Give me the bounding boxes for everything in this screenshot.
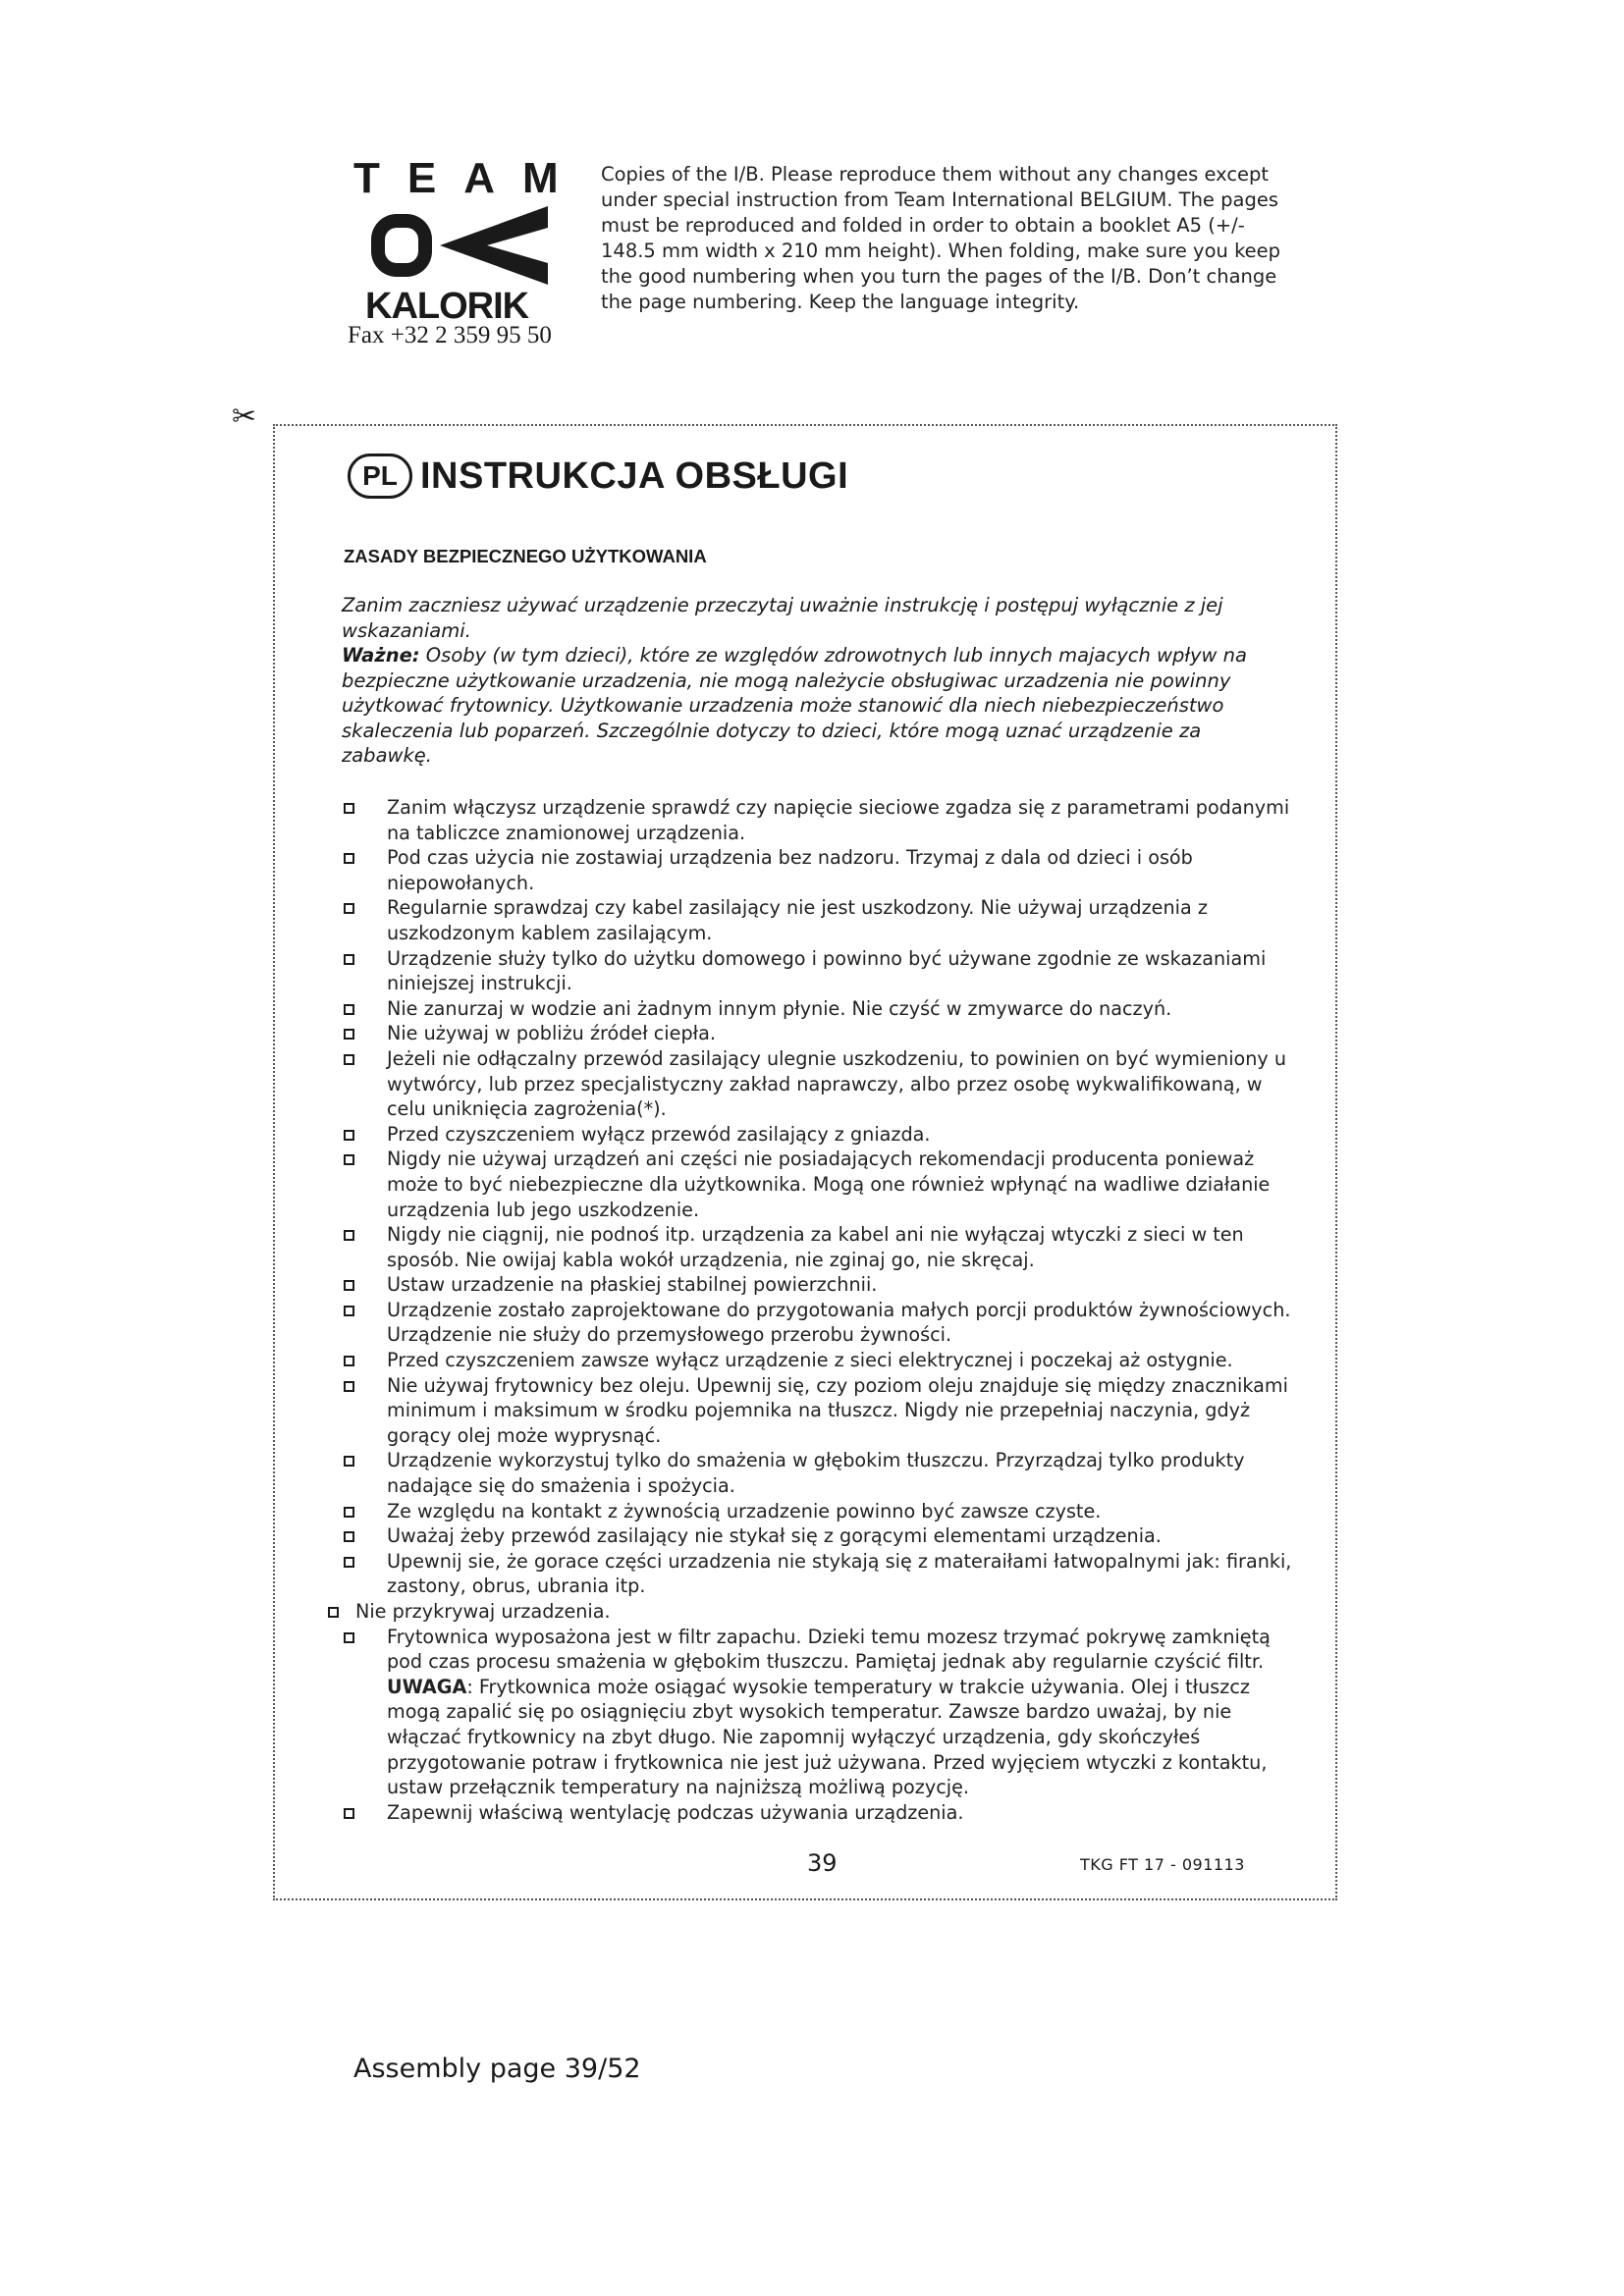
list-item: Frytownica wyposażona jest w filtr zapachu. Dzieki temu mozesz trzymać pokrywę zamkniętą pod czas procesu smażenia w głębokim tłuszczu. Pamiętaj jednak aby regularnie czyścić filtr. UWAGA: Frytkownica może osiągać wysokie temperatury w trakcie używania. Olej i tłuszcz mogą zapalić się po osiągnięciu zbyt wysokich temperatur. Zawsze bardzo uważaj, by nie włączać frytkownicy na zbyt długo. Nie zapomnij wyłączyć urządzenia, gdy skończyłeś przygotowanie potraw i frytkownica nie jest już używana. Przed wyjęciem wtyczki z kontaktu, ustaw przełącznik temperatury na najniższą możliwą pozycję.: [342, 1625, 1298, 1800]
checkbox-square-icon: [344, 903, 354, 914]
logo-team-text: TEAM: [353, 154, 586, 202]
list-item: Regularnie sprawdzaj czy kabel zasilający nie jest uszkodzony. Nie używaj urządzenia z uszkodzonym kablem zasilającym.: [342, 895, 1298, 945]
document-title-row: [348, 454, 848, 499]
checkbox-square-icon: [344, 1154, 354, 1165]
uwaga-text: : Frytkownica może osiągać wysokie temperatury w trakcie używania. Olej i tłuszcz mogą zapalić się po osiągnięciu zbyt wysokich temperatur. Zawsze bardzo uważaj, by nie włączać frytkownicy na zbyt długo. Nie zapomnij wyłączyć urządzenia, gdy skończyłeś przygotowanie potraw i frytkownica nie jest już używana. Przed wyjęciem wtyczki z kontaktu, ustaw przełącznik temperatury na najniższą możliwą pozycję.: [387, 1675, 1268, 1799]
kalorik-k-icon: [371, 206, 548, 285]
checkbox-square-icon: [344, 1029, 354, 1040]
list-item: Nigdy nie używaj urządzeń ani części nie posiadających rekomendacji producenta ponieważ może to być niebezpieczne dla użytkownika. Mogą one również wpłynąć na wadliwe działanie urządzenia lub jego uszkodzenie.: [342, 1147, 1298, 1222]
list-item: Urządzenie służy tylko do użytku domowego i powinno być używane zgodnie ze wskazaniami niniejszej instrukcji.: [342, 946, 1298, 996]
intro-line: Zanim zaczniesz używać urządzenie przeczytaj uważnie instrukcję i postępuj wyłącznie z jej wskazaniami.: [342, 594, 1223, 642]
list-item: Pod czas użycia nie zostawiaj urządzenia bez nadzoru. Trzymaj z dala od dzieci i osób niepowołanych.: [342, 845, 1298, 895]
assembly-page-label: Assembly page 39/52: [353, 2054, 641, 2084]
list-item: Urządzenie zostało zaprojektowane do przygotowania małych porcji produktów żywnościowych. Urządzenie nie służy do przemysłowego przerobu żywności.: [342, 1298, 1298, 1348]
list-item: Zanim włączysz urządzenie sprawdź czy napięcie sieciowe zgadza się z parametrami podanymi na tabliczce znamionowej urządzenia.: [342, 795, 1298, 845]
checkbox-square-icon: [344, 1130, 354, 1141]
checkbox-square-icon: [344, 1456, 354, 1467]
list-item: Upewnij sie, że gorace części urzadzenia nie stykają się z materaiłami łatwopalnymi jak: firanki, zastony, obrus, ubrania itp.: [342, 1549, 1298, 1599]
document-title: INSTRUKCJA OBSŁUGI: [420, 454, 849, 497]
checkbox-square-icon: [344, 1356, 354, 1366]
checkbox-square-icon: [328, 1607, 339, 1618]
list-item: Nie używaj frytownicy bez oleju. Upewnij się, czy poziom oleju znajduje się między znacznikami minimum i maksimum w środku pojemnika na tłuszcz. Nigdy nie przepełniaj naczynia, gdyż gorący olej może wyprysnąć.: [342, 1373, 1298, 1449]
copies-notice: Copies of the I/B. Please reproduce them without any changes except under special instruction from Team International BELGIUM. The pages must be reproduced and folded in order to obtain a booklet A5 (+/- 148.5 mm width x 210 mm height). When folding, make sure you keep the good numbering when you turn the pages of the I/B. Don’t change the page numbering. Keep the language integrity.: [601, 163, 1281, 313]
checkbox-square-icon: [344, 1557, 354, 1568]
page-number: 39: [807, 1849, 838, 1877]
fax-number: Fax +32 2 359 95 50: [348, 322, 552, 348]
uwaga-label: UWAGA: [387, 1675, 467, 1698]
list-item: Jeżeli nie odłączalny przewód zasilający ulegnie uszkodzeniu, to powinien on być wymieniony u wytwórcy, lub przez specjalistyczny zakład naprawczy, albo przez osobę wykwalifikowaną, w celu uniknięcia zagrożenia(*).: [342, 1046, 1298, 1122]
safety-list: [342, 795, 1298, 1825]
section-title: ZASADY BEZPIECZNEGO UŻYTKOWANIA: [344, 546, 707, 566]
checkbox-square-icon: [344, 853, 354, 864]
list-item: Ustaw urzadzenie na płaskiej stabilnej powierzchnii.: [342, 1272, 1298, 1298]
checkbox-square-icon: [344, 954, 354, 965]
list-item: Zapewnij właściwą wentylację podczas używania urządzenia.: [342, 1800, 1298, 1826]
list-item: Urządzenie wykorzystuj tylko do smażenia w głębokim tłuszczu. Przyrządzaj tylko produkty nadające się do smażenia i spożycia.: [342, 1448, 1298, 1498]
checkbox-square-icon: [344, 1054, 354, 1065]
list-item: Nie przykrywaj urzadzenia.: [326, 1599, 1298, 1625]
checkbox-square-icon: [344, 1632, 354, 1643]
checkbox-square-icon: [344, 1004, 354, 1015]
checkbox-square-icon: [344, 1381, 354, 1392]
document-code: TKG FT 17 - 091113: [1080, 1855, 1245, 1874]
team-kalorik-logo: [346, 154, 586, 327]
list-item: Nie zanurzaj w wodzie ani żadnym innym płynie. Nie czyść w zmywarce do naczyń.: [342, 996, 1298, 1022]
checkbox-square-icon: [344, 1230, 354, 1241]
list-item: Przed czyszczeniem wyłącz przewód zasilający z gniazda.: [342, 1122, 1298, 1148]
scissors-icon: ✂: [232, 400, 257, 434]
important-text: Osoby (w tym dzieci), które ze względów zdrowotnych lub innych majacych wpływ na bezpieczne użytkowanie urzadzenia, nie mogą należycie obsługiwac urzadzenia nie powinny użytkować frytownicy. Użytkowanie urzadzenia może stanowić dla niech niebezpieczeństwo skaleczenia lub poparzeń. Szczególnie dotyczy to dzieci, które mogą uznać urządzenie za zabawkę.: [342, 644, 1247, 767]
logo-brand-text: KALORIK: [365, 286, 529, 327]
intro-paragraph: [342, 593, 1284, 769]
checkbox-square-icon: [344, 1808, 354, 1819]
checkbox-square-icon: [344, 1280, 354, 1291]
list-item: Przed czyszczeniem zawsze wyłącz urządzenie z sieci elektrycznej i poczekaj aż ostygnie.: [342, 1348, 1298, 1373]
checkbox-square-icon: [344, 1507, 354, 1518]
important-label: Ważne:: [342, 644, 420, 667]
list-item: Nie używaj w pobliżu źródeł ciepła.: [342, 1021, 1298, 1046]
checkbox-square-icon: [344, 1531, 354, 1542]
checkbox-square-icon: [344, 1306, 354, 1316]
list-item: Nigdy nie ciągnij, nie podnoś itp. urządzenia za kabel ani nie wyłączaj wtyczki z sieci w ten sposób. Nie owijaj kabla wokół urządzenia, nie zginaj go, nie skręcaj.: [342, 1222, 1298, 1272]
language-badge: PL: [348, 454, 412, 499]
list-item: Ze względu na kontakt z żywnością urzadzenie powinno być zawsze czyste.: [342, 1499, 1298, 1524]
list-item: Uważaj żeby przewód zasilający nie stykał się z gorącymi elementami urządzenia.: [342, 1523, 1298, 1549]
checkbox-square-icon: [344, 803, 354, 814]
